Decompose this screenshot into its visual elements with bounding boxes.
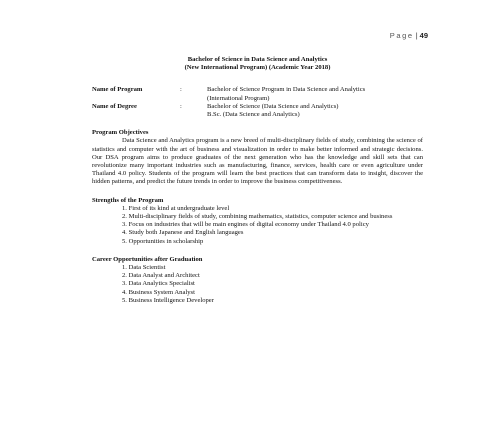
list-item: 3. Data Analytics Specialist — [122, 280, 195, 288]
document-body — [92, 56, 423, 305]
objectives-heading: Program Objectives — [92, 129, 149, 137]
page-word: Page — [389, 31, 414, 40]
degree-name-row — [92, 103, 423, 119]
careers-section — [92, 256, 423, 305]
list-item: 4. Study both Japanese and English languages — [122, 229, 244, 237]
program-name-row — [92, 86, 423, 102]
list-item: 5. Business Intelligence Developer — [122, 296, 214, 304]
title-line-2: (New International Program) (Academic Year 2018) — [184, 64, 331, 72]
degree-name-value — [207, 103, 423, 119]
program-name-value — [207, 86, 423, 102]
title-line-1: Bachelor of Science in Data Science and Analytics — [187, 56, 328, 63]
list-item: 1. Data Scientist — [122, 264, 166, 272]
list-item: 4. Business System Analyst — [122, 288, 195, 296]
program-name-label: Name of Program — [92, 86, 143, 94]
document-title — [92, 56, 423, 72]
careers-list — [92, 264, 423, 305]
list-item: 3. Focus on industries that will be main engines of digital economy under Thailand 4.0 policy — [122, 221, 369, 229]
program-info — [92, 86, 423, 119]
degree-name-label: Name of Degree — [92, 102, 137, 110]
program-name-line-2: (International Program) — [207, 94, 270, 102]
page-number: 49 — [419, 31, 428, 40]
degree-name-colon: : — [180, 102, 182, 110]
list-item: 5. Opportunities in scholarship — [122, 237, 204, 245]
strengths-list — [92, 205, 423, 246]
strengths-section — [92, 197, 423, 246]
objectives-section — [92, 129, 423, 186]
objectives-paragraph: Data Science and Analytics program is a new breed of multi-disciplinary fields of study, combining the science of statistics and computer with the art of business and visualization in order to make better informed and strategic decisions. Our DSA program aims to produce graduates of the next generation who has the knowledge and skill sets that can revolutionize many important industries such as manufacturing, finance, services, health care or even agriculture under Thailand 4.0 policy. Students of the program will learn the best practices that can transform data to insight, discover the hidden patterns, and predict the future trends in order to improve the business competitiveness. — [92, 137, 423, 186]
program-name-line-1: Bachelor of Science Program in Data Science and Analytics — [207, 86, 366, 94]
degree-name-line-2: B.Sc. (Data Science and Analytics) — [207, 111, 300, 119]
list-item: 2. Data Analyst and Architect — [122, 272, 200, 280]
page-number-header — [390, 31, 428, 40]
list-item: 2. Multi-disciplinary fields of study, combining mathematics, statistics, computer science and business — [122, 213, 393, 221]
list-item: 1. First of its kind at undergraduate level — [122, 204, 230, 212]
degree-name-line-1: Bachelor of Science (Data Science and Analytics) — [207, 102, 339, 110]
careers-heading: Career Opportunities after Graduation — [92, 255, 203, 263]
strengths-heading: Strengths of the Program — [92, 196, 164, 204]
page-separator: | — [415, 31, 418, 40]
program-name-colon: : — [180, 86, 182, 94]
